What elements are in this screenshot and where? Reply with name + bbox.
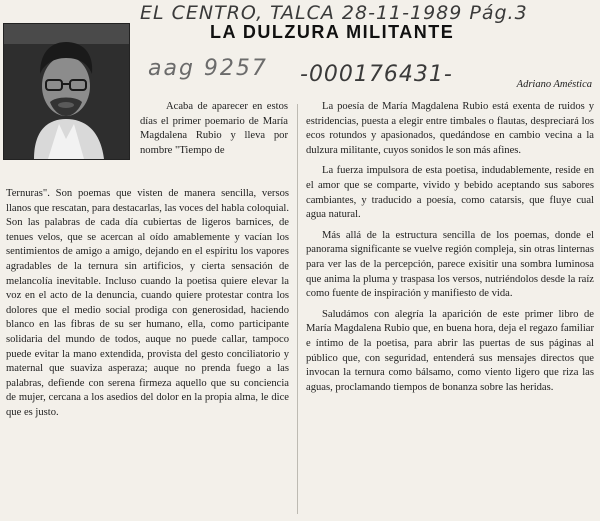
author-portrait-photo (3, 23, 130, 160)
article-left-column (6, 187, 289, 421)
handwritten-code: -000176431- (300, 62, 453, 87)
column-divider (297, 104, 298, 514)
handwritten-header-note: EL CENTRO, TALCA 28-11-1989 Pág.3 (140, 2, 528, 24)
article-opening-paragraph: Acaba de aparecer en estos días el primer poemario de María Magdalena Rubio y lleva por nombre "Tiempo de (140, 101, 288, 156)
article-paragraph: La poesía de María Magdalena Rubio está exenta de ruidos y estridencias, puesta a elegir entre timbales o flautas, despreciará los ecos rotundos y apasionados, quedándose en cambio vecina a la dulzura militante, cuyos sonidos le son más afines. (306, 101, 594, 156)
article-title: LA DULZURA MILITANTE (210, 22, 455, 42)
article-paragraph: Saludámos con alegría la aparición de este primer libro de María Magdalena Rubio que, en buena hora, deja el regazo familiar e íntimo de la poetisa, para abrir las puertas de sus páginas al público que, con seguridad, entenderá sus mensajes directos que invocan la ternura como bálsamo, como viento ligero que riza las aguas, proclamando tiempos de bonanza sobre las heridas. (306, 308, 594, 393)
author-portrait-icon (4, 24, 129, 159)
article-paragraph: La fuerza impulsora de esta poetisa, indudablemente, reside en el amor que se comparte, vivido y bebido aceptando sus sabores cambiantes, y traducido a poesía, como catarsis, que fluye cual agua natural. (306, 165, 594, 221)
author-byline: Adriano Améstica (516, 79, 592, 90)
article-paragraph: Ternuras". Son poemas que visten de manera sencilla, versos llanos que rescatan, para destacarlas, las voces del habla coloquial. Son las palabras de cada día cubiertas de ligeros barnices, de tenues velos, que se acercan al oído amablemente y vacían los sentimientos de amigo a amigo, dejando en el espíritu los vapores agradables de la ternura sin artificios, y cierta sensación de melancolía inevitable. Incluso cuando la poetisa quiere elevar la voz en el acto de la denuncia, cuando quiere protestar contra los dolores que el medio social prodiga con generosidad, haciendo blanco en las fibras de su ser humano, ella, como participante solidaria del mundo de todos, auque no puede callar, tampoco puede evitar la mano extendida, provista del gesto conciliatorio y maternal que suaviza asperaza; auque no prenda fuego a las palabras, defiende con serena firmeza aquello que su conciencia de mujer, cercana a los asedios del dolor en la propia alma, le dice que es justo. (6, 188, 289, 418)
article-right-column (306, 100, 594, 395)
article-paragraph: Más allá de la estructura sencilla de los poemas, donde el panorama significante se vuelve región compleja, sin otras linternas para ver las de la percepción, parece exisitir una sombra luminosa que anima la pluma y traspasa los versos, nutriéndolos desde la raíz como fuente de inspiración y manifiesto de vida. (306, 229, 594, 300)
handwritten-reference: aag 9257 (148, 56, 268, 81)
